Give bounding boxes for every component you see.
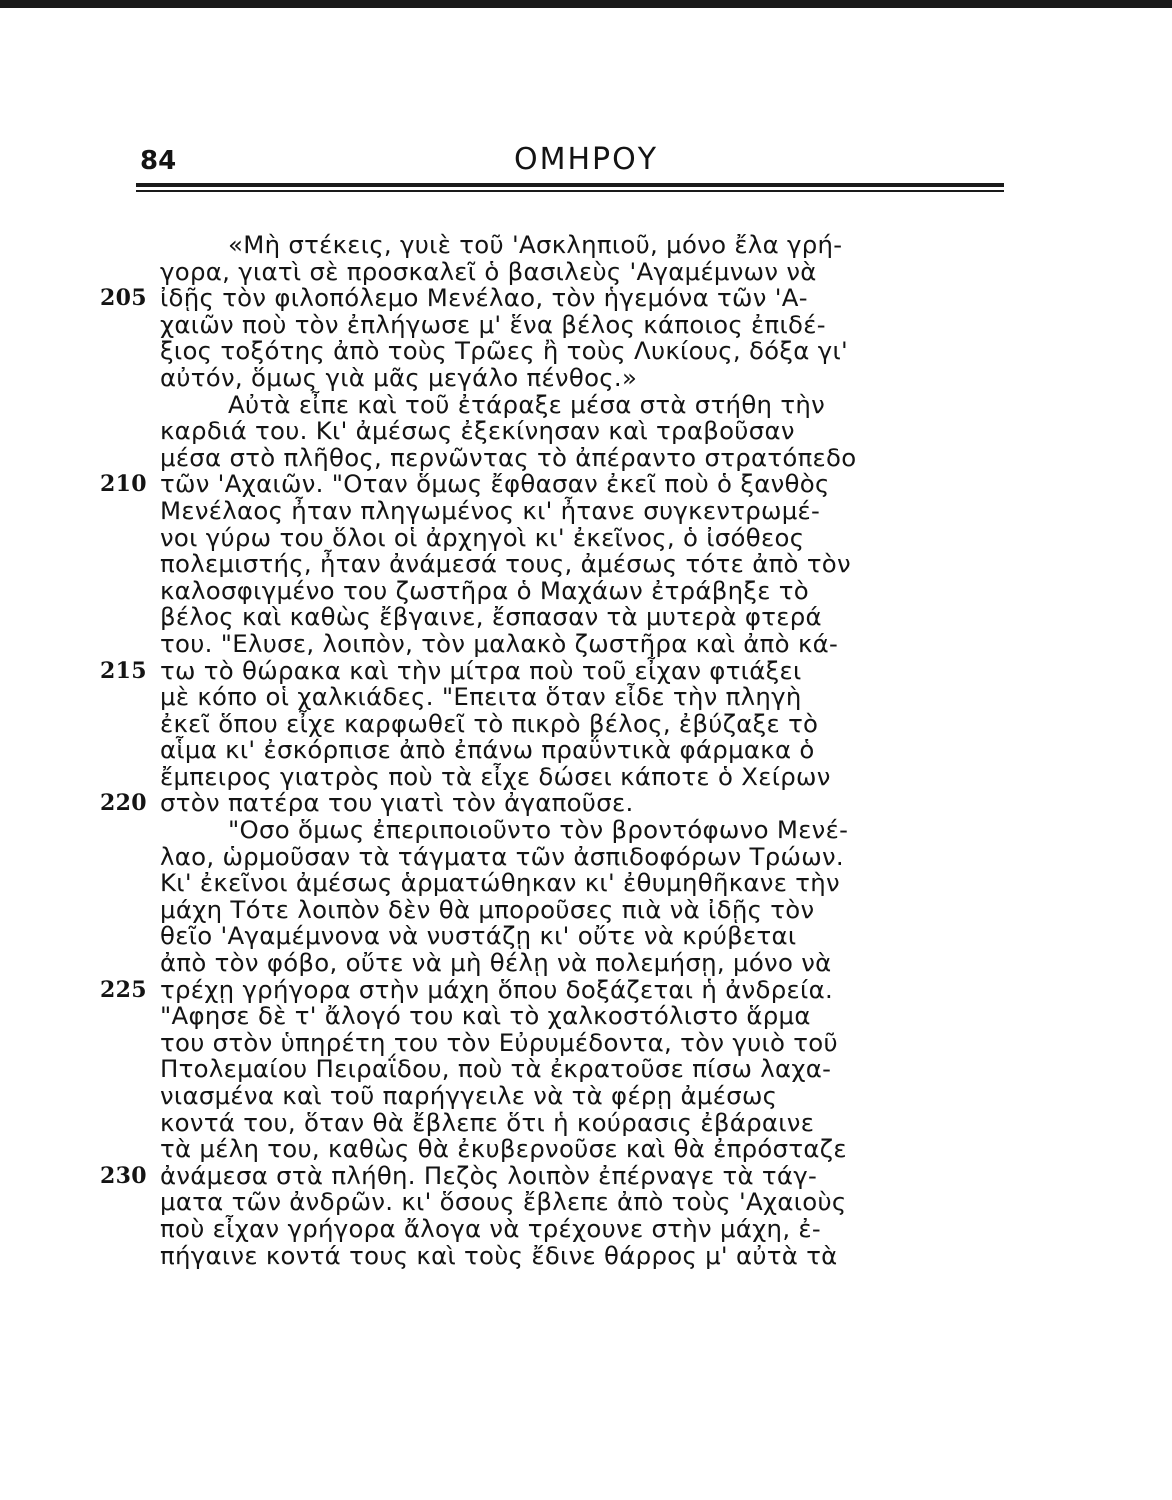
line-text: Μενέλαος ἦταν πληγωμένος κι' ἦτανε συγκεντρωμέ- — [160, 495, 821, 525]
header-rule — [136, 183, 1004, 187]
text-line — [100, 894, 1010, 924]
line-text: ἔμπειρος γιατρὸς ποὺ τὰ εἶχε δώσει κάποτε ὁ Χείρων — [160, 761, 831, 791]
text-line — [100, 256, 1010, 286]
line-text: ξιος τοξότης ἀπὸ τοὺς Τρῶες ἢ τοὺς Λυκίους, δόξα γι' — [160, 336, 849, 366]
line-text: Κι' ἐκεῖνοι ἀμέσως ἁρματώθηκαν κι' ἐθυμηθῆκανε τὴν — [160, 868, 840, 898]
line-text: μάχη Τότε λοιπὸν δὲν θὰ μποροῦσες πιὰ νὰ ἰδῇς τὸν — [160, 894, 815, 924]
line-text: τῶν 'Αχαιῶν. "Οταν ὅμως ἔφθασαν ἐκεῖ ποὺ ὁ ξανθὸς — [160, 469, 830, 499]
body-text — [100, 232, 1010, 1269]
text-line — [100, 232, 1010, 259]
line-text: ἀνάμεσα στὰ πλήθη. Πεζὸς λοιπὸν ἐπέρναγε τὰ τάγ- — [160, 1160, 818, 1190]
text-line — [100, 495, 1010, 525]
line-text: ματα τῶν ἀνδρῶν. κι' ὅσους ἔβλεπε ἀπὸ τοὺς 'Αχαιοὺς — [160, 1187, 847, 1217]
line-text: κοντά του, ὅταν θὰ ἔβλεπε ὅτι ἡ κούρασις ἐβάραινε — [160, 1107, 815, 1137]
line-text: «Μὴ στέκεις, γυιὲ τοῦ 'Ασκληπιοῦ, μόνο ἔλα γρή- — [228, 230, 843, 259]
text-line — [100, 338, 1010, 365]
line-text: καλοσφιγμένο του ζωστῆρα ὁ Μαχάων ἐτράβηξε τὸ — [160, 575, 809, 605]
text-line — [100, 551, 1010, 578]
line-text: στὸν πατέρα του γιατὶ τὸν ἀγαποῦσε. — [160, 788, 634, 818]
line-number: 215 — [100, 657, 147, 684]
text-line — [100, 1027, 1010, 1057]
text-line — [100, 708, 1010, 738]
text-line — [100, 1160, 1010, 1190]
text-line — [100, 1003, 1010, 1030]
text-line — [100, 974, 1010, 1004]
line-number: 230 — [100, 1162, 147, 1189]
line-text: λαο, ὡρμοῦσαν τὰ τάγματα τῶν ἀσπιδοφόρων Τρώων. — [160, 841, 844, 871]
line-text: νοι γύρω του ὅλοι οἱ ἀρχηγοὶ κι' ἐκεῖνος, ὁ ἰσόθεος — [160, 522, 805, 552]
text-line — [100, 604, 1010, 631]
line-text: "Οσο ὅμως ἐπεριποιοῦντο τὸν βροντόφωνο Μενέ- — [228, 815, 849, 845]
text-line — [100, 1240, 1010, 1270]
text-line — [100, 471, 1010, 498]
text-line — [100, 790, 1010, 817]
line-number: 205 — [100, 285, 147, 312]
line-text: αὐτόν, ὅμως γιὰ μᾶς μεγάλο πένθος.» — [160, 362, 638, 392]
text-line — [100, 1107, 1010, 1137]
text-line — [100, 1189, 1010, 1216]
text-line — [100, 870, 1010, 897]
text-line — [100, 418, 1010, 445]
text-line — [100, 841, 1010, 871]
text-line — [100, 923, 1010, 950]
line-text: ἰδῇς τὸν φιλοπόλεμο Μενέλαο, τὸν ἡγεμόνα τῶν 'Α- — [160, 283, 808, 313]
line-text: του. "Ελυσε, λοιπὸν, τὸν μαλακὸ ζωστῆρα καὶ ἀπὸ κά- — [160, 628, 839, 658]
text-line — [100, 442, 1010, 472]
line-text: τω τὸ θώρακα καὶ τὴν μίτρα ποὺ τοῦ εἶχαν φτιάξει — [160, 655, 802, 685]
line-text: γορα, γιατὶ σὲ προσκαλεῖ ὁ βασιλεὺς 'Αγαμέμνων νὰ — [160, 256, 817, 286]
line-number: 225 — [100, 976, 147, 1003]
line-text: χαιῶν ποὺ τὸν ἐπλήγωσε μ' ἕνα βέλος κάποιος ἐπιδέ- — [160, 309, 826, 339]
text-line — [100, 309, 1010, 339]
line-number: 220 — [100, 790, 147, 817]
text-line — [100, 1056, 1010, 1083]
line-text: ποὺ εἶχαν γρήγορα ἄλογα νὰ τρέχουνε στὴν μάχη, ἐ- — [160, 1213, 822, 1243]
line-text: θεῖο 'Αγαμέμνονα νὰ νυστάζῃ κι' οὔτε νὰ κρύβεται — [160, 921, 797, 951]
header-rule-thin — [136, 190, 1004, 192]
line-text: πολεμιστής, ἦταν ἀνάμεσά τους, ἀμέσως τότε ἀπὸ τὸν — [160, 549, 851, 579]
text-line — [100, 817, 1010, 844]
line-text: τὰ μέλη του, καθὼς θὰ ἐκυβερνοῦσε καὶ θὰ ἐπρόσταζε — [160, 1134, 847, 1164]
line-text: μέσα στὸ πλῆθος, περνῶντας τὸ ἀπέραντο στρατόπεδο — [160, 442, 857, 472]
text-line — [100, 389, 1010, 419]
line-text: βέλος καὶ καθὼς ἔβγαινε, ἔσπασαν τὰ μυτερὰ φτερά — [160, 602, 822, 632]
line-text: ἀπὸ τὸν φόβο, οὔτε νὰ μὴ θέλῃ νὰ πολεμήσῃ, μόνο νὰ — [160, 948, 832, 978]
line-text: "Αφησε δὲ τ' ἄλογό του καὶ τὸ χαλκοστόλιστο ἅρμα — [160, 1001, 811, 1031]
text-line — [100, 1136, 1010, 1163]
page-number: 84 — [140, 146, 177, 176]
text-line — [100, 950, 1010, 977]
line-text: πήγαινε κοντά τους καὶ τοὺς ἔδινε θάρρος μ' αὐτὰ τὰ — [160, 1240, 838, 1270]
text-line — [100, 1213, 1010, 1243]
text-line — [100, 285, 1010, 312]
text-line — [100, 522, 1010, 552]
text-line — [100, 684, 1010, 711]
line-text: μὲ κόπο οἱ χαλκιάδες. "Επειτα ὅταν εἶδε τὴν πληγὴ — [160, 682, 802, 712]
line-text: ἐκεῖ ὅπου εἶχε καρφωθεῖ τὸ πικρὸ βέλος, ἐβύζαξε τὸ — [160, 708, 819, 738]
line-text: Αὐτὰ εἶπε καὶ τοῦ ἐτάραξε μέσα στὰ στήθη τὴν — [228, 389, 826, 419]
text-line — [100, 1083, 1010, 1110]
line-text: νιασμένα καὶ τοῦ παρήγγειλε νὰ τὰ φέρῃ ἀμέσως — [160, 1081, 778, 1110]
text-line — [100, 761, 1010, 791]
text-line — [100, 575, 1010, 605]
running-title: ΟΜΗΡΟΥ — [513, 142, 659, 177]
line-number: 210 — [100, 471, 147, 498]
line-text: Πτολεμαίου Πειραΐδου, ποὺ τὰ ἐκρατοῦσε πίσω λαχα- — [160, 1054, 832, 1084]
page-top-border — [0, 0, 1172, 8]
text-line — [100, 628, 1010, 658]
line-text: του στὸν ὑπηρέτη του τὸν Εὐρυμέδοντα, τὸν γυιὸ τοῦ — [160, 1027, 838, 1057]
line-text: καρδιά του. Κι' ἀμέσως ἐξεκίνησαν καὶ τραβοῦσαν — [160, 416, 795, 446]
line-text: τρέχῃ γρήγορα στὴν μάχη ὅπου δοξάζεται ἡ ἀνδρεία. — [160, 974, 833, 1004]
text-line — [100, 362, 1010, 392]
text-line — [100, 655, 1010, 685]
text-line — [100, 737, 1010, 764]
line-text: αἷμα κι' ἐσκόρπισε ἀπὸ ἐπάνω πραΰντικὰ φάρμακα ὁ — [160, 735, 815, 765]
